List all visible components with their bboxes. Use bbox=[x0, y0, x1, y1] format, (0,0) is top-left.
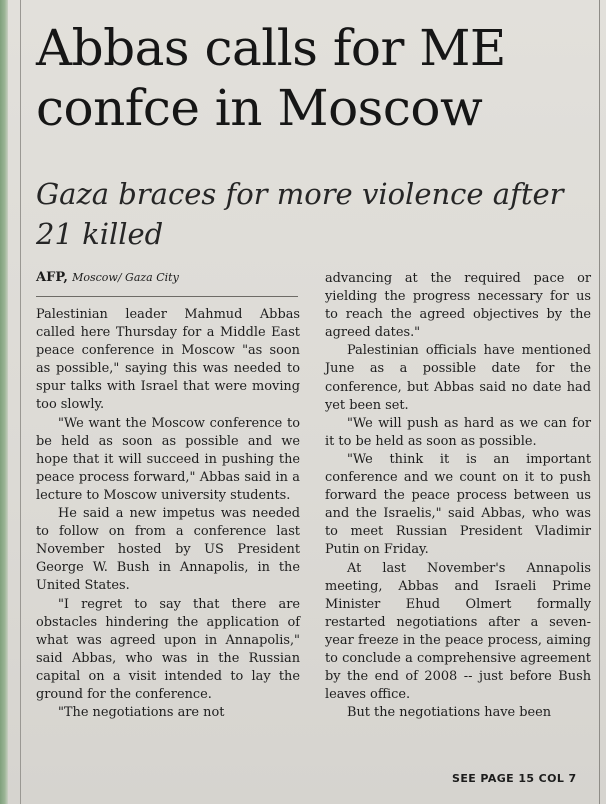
byline bbox=[36, 269, 298, 287]
paragraph: Palestinian officials have mentioned June as a possible date for the conference, but Abbas said no date had yet been set. bbox=[325, 343, 591, 413]
article-column-1 bbox=[36, 306, 300, 722]
paragraph: advancing at the required pace or yielding the progress necessary for us to reach the agreed objectives by the agreed dates." bbox=[325, 271, 591, 341]
byline-dateline: Moscow/ Gaza City bbox=[72, 271, 179, 284]
paragraph: He said a new impetus was needed to follow on from a conference last November hosted by US President George W. Bush in Annapolis, in the United States. bbox=[36, 506, 300, 594]
right-column-rule bbox=[599, 0, 600, 804]
byline-divider bbox=[36, 296, 298, 297]
paragraph: "We think it is an important conference and we count on it to push forward the peace process between us and the Israelis," said Abbas, who was to meet Russian President Vladimir Putin on Friday. bbox=[325, 451, 591, 558]
paragraph: "The negotiations are not bbox=[58, 705, 225, 721]
paragraph: "We will push as hard as we can for it to be held as soon as possible. bbox=[325, 415, 591, 449]
byline-agency: AFP, bbox=[36, 270, 68, 285]
article-column-2 bbox=[325, 270, 591, 722]
subheadline: Gaza braces for more violence after 21 killed bbox=[36, 177, 564, 251]
paragraph: Palestinian leader Mahmud Abbas called here Thursday for a Middle East peace conference in Moscow "as soon as possible," saying this was needed to spur talks with Israel that were moving too slowly. bbox=[36, 307, 300, 413]
left-column-rule bbox=[20, 0, 21, 804]
headline: Abbas calls for ME confce in Moscow bbox=[36, 19, 506, 137]
paragraph: "I regret to say that there are obstacles hindering the application of what was agreed upon in Annapolis," said Abbas, who was in the Russian capital on a visit intended to lay the ground for the conference. bbox=[36, 596, 300, 702]
paragraph: But the negotiations have been bbox=[347, 705, 552, 721]
continuation-jump: SEE PAGE 15 COL 7 bbox=[452, 772, 577, 785]
paragraph: At last November's Annapolis meeting, Abbas and Israeli Prime Minister Ehud Olmert formally restarted negotiations after a seven-year freeze in the peace process, aiming to conclude a comprehensive agreement by the end of 2008 -- just before Bush leaves office. bbox=[325, 560, 591, 703]
adjacent-page-strip bbox=[0, 0, 8, 804]
paragraph: "We want the Moscow conference to be held as soon as possible and we hope that it will succeed in pushing the peace process forward," Abbas said in a lecture to Moscow university students. bbox=[36, 415, 300, 503]
